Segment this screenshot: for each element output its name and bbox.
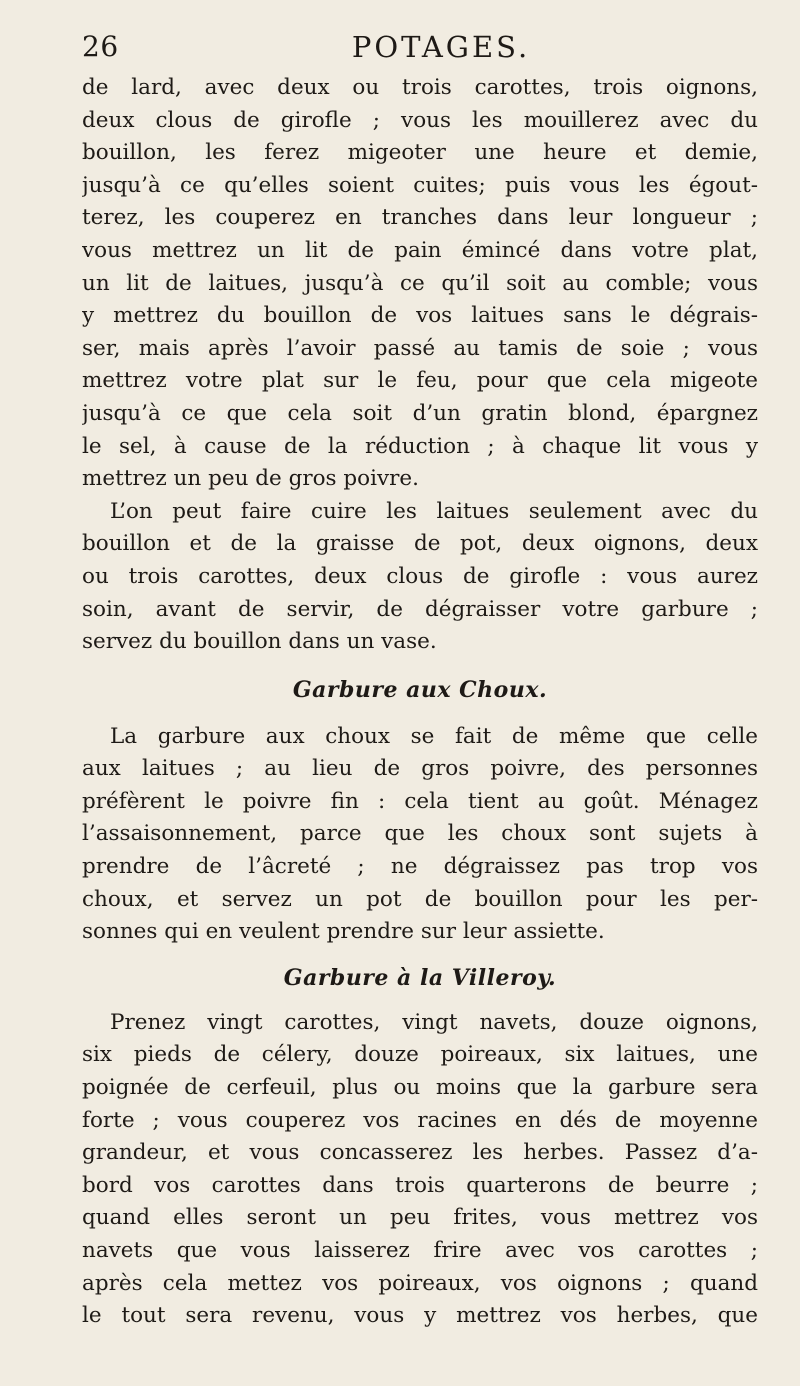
running-title: POTAGES. bbox=[351, 30, 531, 64]
text-line: ou trois carottes, deux clous de girofle : vous aurez bbox=[82, 563, 758, 589]
text-line: sonnes qui en veulent prendre sur leur assiette. bbox=[82, 919, 605, 945]
text-line: y mettrez du bouillon de vos laitues sans le dégrais- bbox=[82, 303, 758, 329]
page-number: 26 bbox=[82, 30, 119, 63]
paragraph-1 bbox=[82, 72, 758, 496]
page-header bbox=[82, 30, 760, 70]
text-line: deux clous de girofle ; vous les mouillerez avec du bbox=[82, 107, 758, 133]
text-line: choux, et servez un pot de bouillon pour les per- bbox=[82, 886, 758, 912]
text-line: après cela mettez vos poireaux, vos oignons ; quand bbox=[82, 1270, 758, 1296]
body-text bbox=[82, 72, 758, 1333]
text-line: de lard, avec deux ou trois carottes, trois oignons, bbox=[82, 75, 758, 100]
text-line: un lit de laitues, jusqu’à ce qu’il soit au comble; vous bbox=[82, 270, 758, 296]
text-line: vous mettrez un lit de pain émincé dans votre plat, bbox=[82, 237, 758, 263]
text-line: l’assaisonnement, parce que les choux sont sujets à bbox=[82, 821, 758, 847]
paragraph-4 bbox=[82, 1007, 758, 1333]
text-line: six pieds de célery, douze poireaux, six laitues, une bbox=[82, 1042, 758, 1068]
text-line: prendre de l’âcreté ; ne dégraissez pas trop vos bbox=[82, 854, 758, 880]
text-line: jusqu’à ce que cela soit d’un gratin blond, épargnez bbox=[82, 400, 758, 426]
text-line: mettrez votre plat sur le feu, pour que cela migeote bbox=[82, 368, 758, 394]
text-line: ser, mais après l’avoir passé au tamis de soie ; vous bbox=[82, 335, 758, 361]
section-heading-garbure-aux-choux: Garbure aux Choux. bbox=[292, 676, 548, 703]
text-line: le tout sera revenu, vous y mettrez vos herbes, que bbox=[82, 1303, 758, 1329]
text-line: terez, les couperez en tranches dans leur longueur ; bbox=[82, 205, 758, 231]
text-line: bouillon et de la graisse de pot, deux oignons, deux bbox=[82, 531, 758, 557]
text-line: poignée de cerfeuil, plus ou moins que la garbure sera bbox=[82, 1075, 758, 1101]
text-line: forte ; vous couperez vos racines en dés de moyenne bbox=[82, 1107, 758, 1133]
text-line: L’on peut faire cuire les laitues seulement avec du bbox=[110, 498, 758, 524]
text-line: le sel, à cause de la réduction ; à chaque lit vous y bbox=[82, 433, 758, 459]
text-line: jusqu’à ce qu’elles soient cuites; puis vous les égout- bbox=[82, 172, 758, 198]
text-line: bouillon, les ferez migeoter une heure et demie, bbox=[82, 140, 758, 166]
text-line: La garbure aux choux se fait de même que celle bbox=[110, 723, 758, 749]
paragraph-2 bbox=[82, 496, 758, 659]
section-heading-garbure-villeroy: Garbure à la Villeroy. bbox=[283, 964, 557, 991]
text-line: soin, avant de servir, de dégraisser votre garbure ; bbox=[82, 596, 758, 622]
text-line: servez du bouillon dans un vase. bbox=[82, 629, 437, 655]
paragraph-3 bbox=[82, 721, 758, 949]
text-line: navets que vous laisserez frire avec vos carottes ; bbox=[82, 1238, 758, 1263]
text-line: bord vos carottes dans trois quarterons de beurre ; bbox=[82, 1172, 758, 1198]
text-line: préfèrent le poivre fin : cela tient au goût. Ménagez bbox=[82, 788, 758, 814]
text-line: grandeur, et vous concasserez les herbes. Passez d’a- bbox=[82, 1140, 758, 1166]
text-line: Prenez vingt carottes, vingt navets, douze oignons, bbox=[110, 1009, 758, 1035]
text-line: aux laitues ; au lieu de gros poivre, des personnes bbox=[82, 756, 758, 782]
text-line: quand elles seront un peu frites, vous mettrez vos bbox=[82, 1205, 758, 1231]
text-line: mettrez un peu de gros poivre. bbox=[82, 466, 419, 492]
